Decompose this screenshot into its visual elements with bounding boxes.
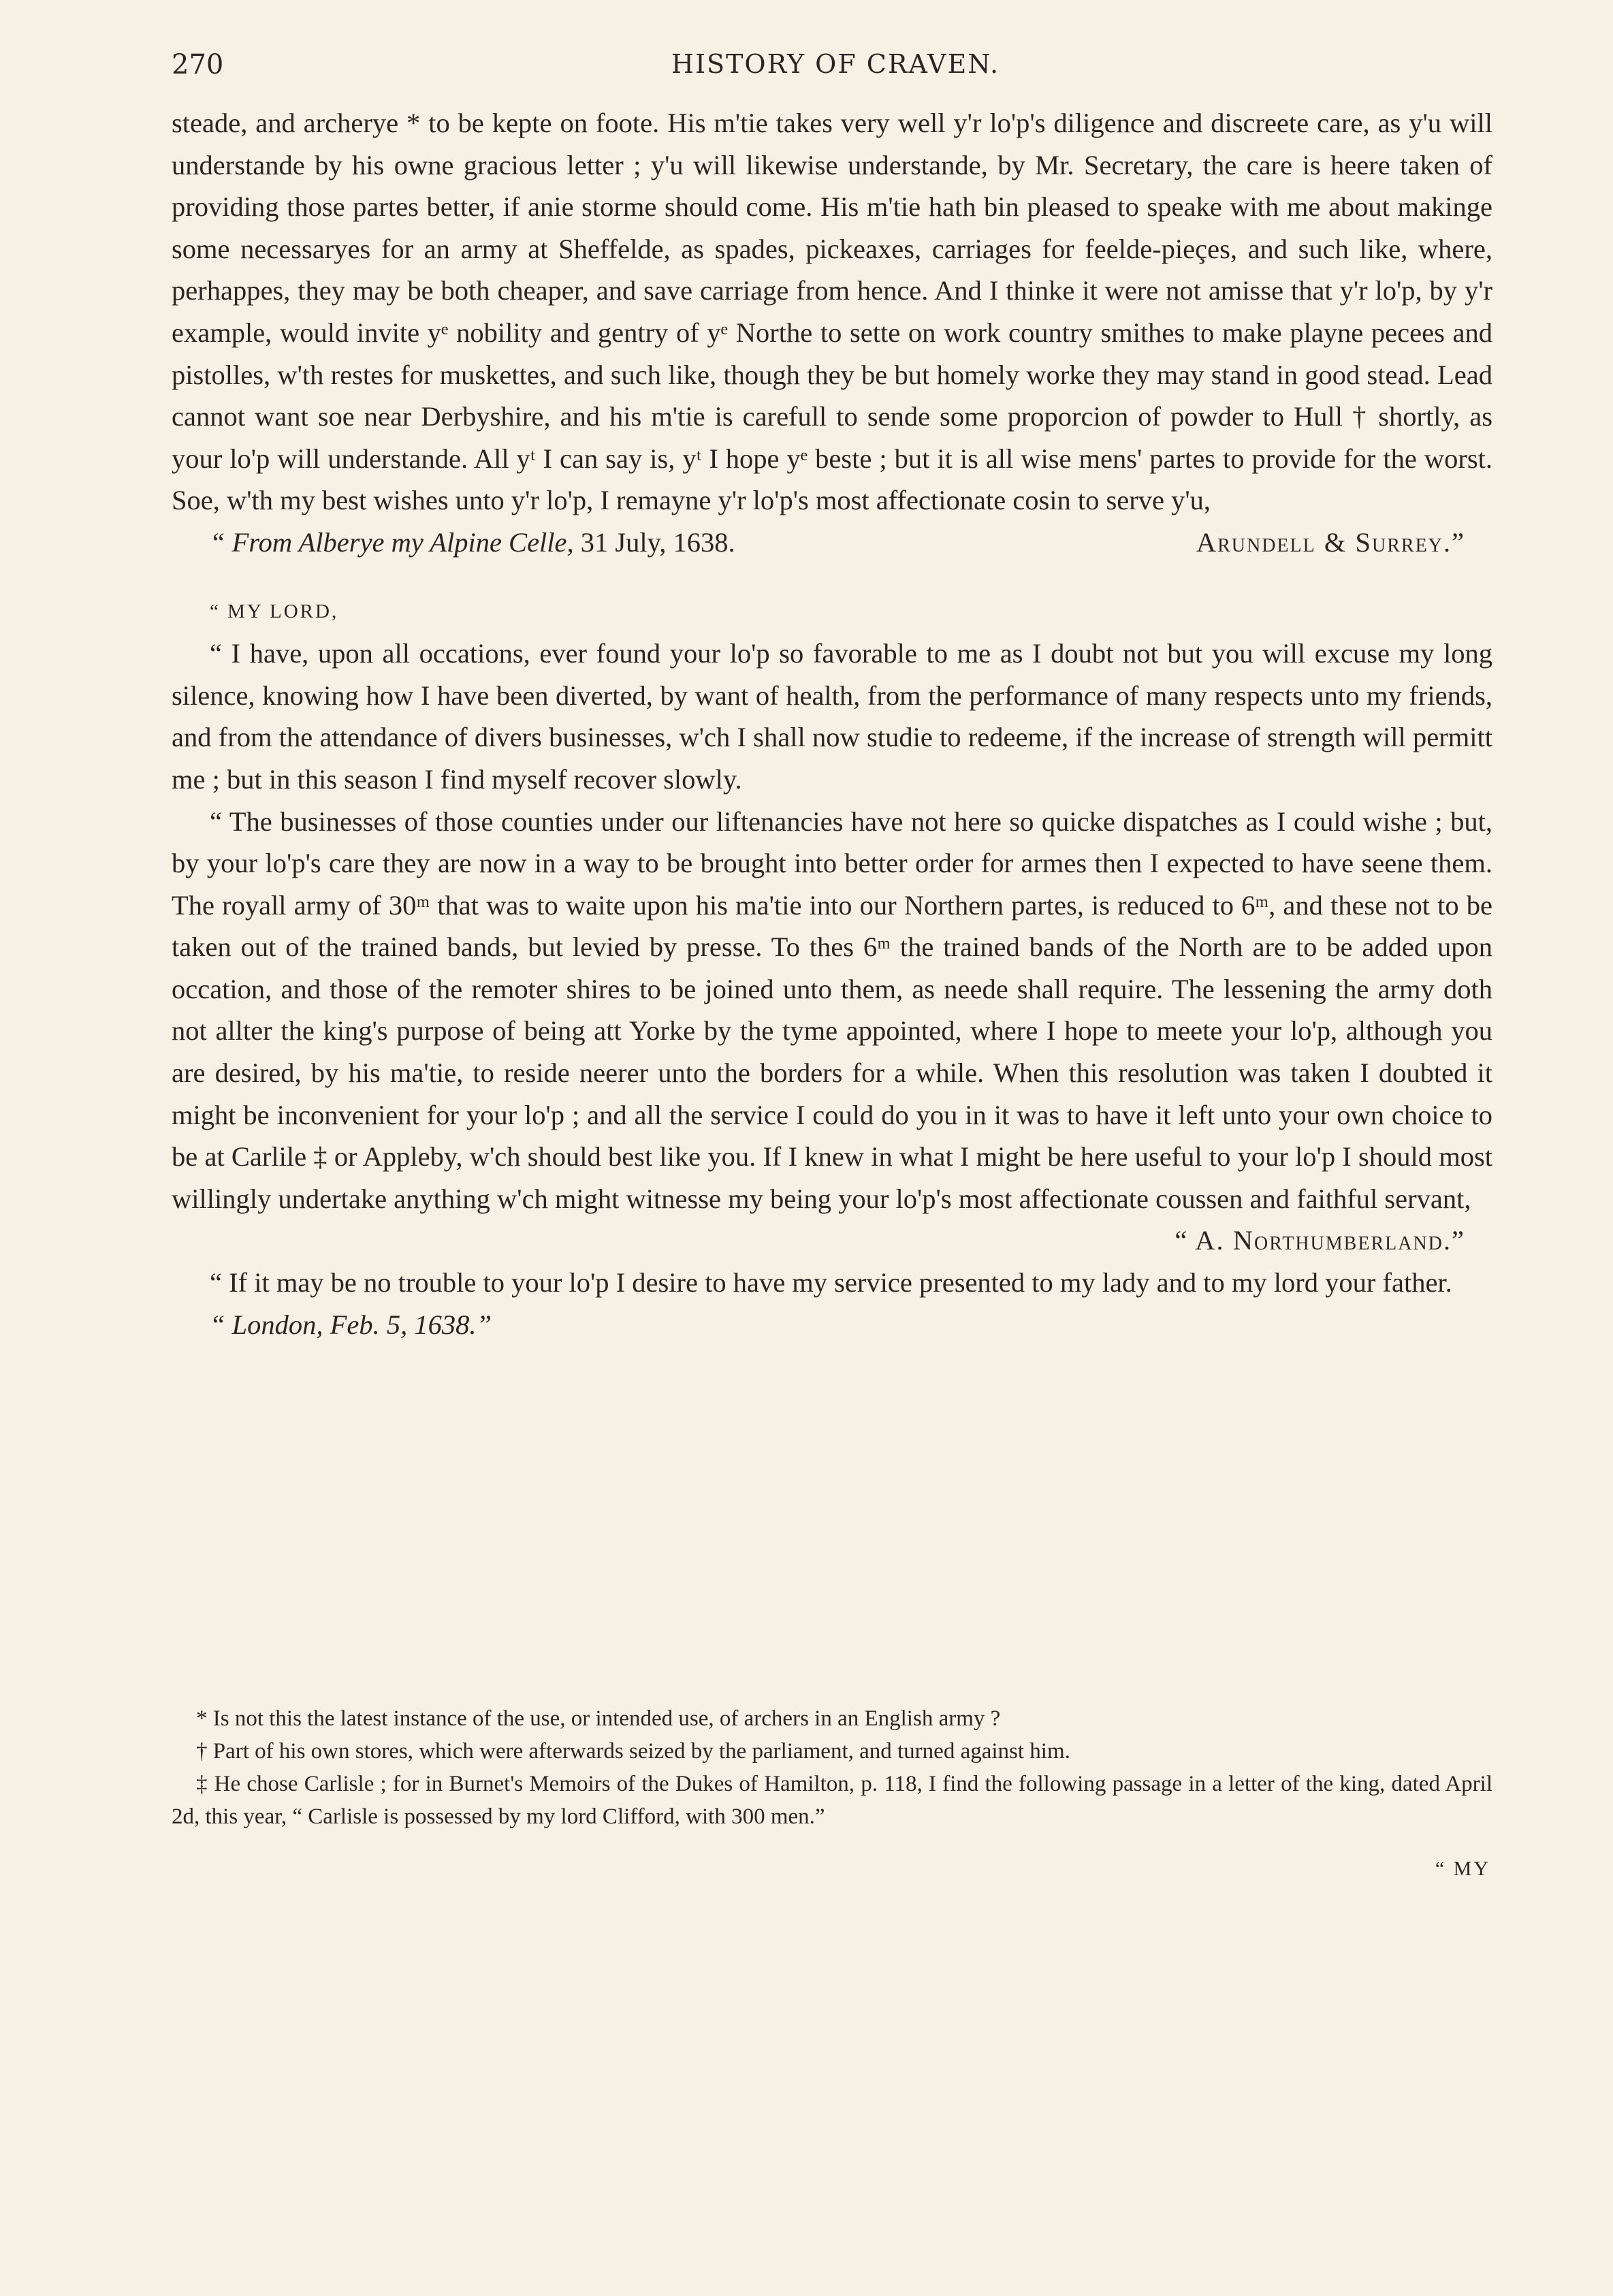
letter1-signature: Arundell & Surrey.” [1196,526,1465,558]
letter2-postscript: “ If it may be no trouble to your lo'p I desire to have my service presented to my lady and to my lord your father. [210,1267,1452,1298]
running-title: HISTORY OF CRAVEN. [671,49,1000,79]
letter2-dateline: “ London, Feb. 5, 1638.” [210,1309,492,1340]
page-header [172,49,1499,90]
letter2-paragraph-2: “ The businesses of those counties under our liftenancies have not here so quicke dispatches as I could wishe ; but, by your lo'p's care they are now in a way to be brought into better order for armes then I expected to have seene them. The royall army of 30ᵐ that was to waite upon his ma'tie into our Northern partes, is reduced to 6ᵐ, and these not to be taken out of the trained bands, but levied by presse. To thes 6ᵐ the trained bands of the North are to be added upon occation, and those of the remoter shires to be joined unto them, as neede shall require. The lessening the army doth not allter the king's purpose of being att Yorke by the tyme appointed, where I hope to meete your lo'p, although you are desired, by his ma'tie, to reside neerer unto the borders for a while. When this resolution was taken I doubted it might be inconvenient for your lo'p ; and all the service I could do you in it was to have it left unto your own choice to be at Carlile ‡ or Appleby, w'ch should best like you. If I knew in what I might be here useful to your lo'p I should most willingly undertake anything w'ch might witnesse my being your lo'p's most affectionate coussen and faithful servant, [172,806,1492,1214]
letter1-text: steade, and archerye * to be kepte on foote. His m'tie takes very well y'r lo'p's diligence and discreete care, as y'u will understande by his owne gracious letter ; y'u will likewise understande, by Mr. Secretary, the care is heere taken of providing those partes better, if anie storme should come. His m'tie hath bin pleased to speake with me about makinge some necessaryes for an army at Sheffelde, as spades, pickeaxes, carriages for feelde-pieçes, and such like, where, perhappes, they may be both cheaper, and save carriage from hence. And I thinke it were not amisse that y'r lo'p, by y'r example, would invite yᵉ nobility and gentry of yᵉ Northe to sette on work country smithes to make playne pecees and pistolles, w'th restes for muskettes, and such like, though they be but homely worke they may stand in good stead. Lead cannot want soe near Derbyshire, and his m'tie is carefull to sende some proporcion of powder to Hull † shortly, as your lo'p will understande. All yᵗ I can say is, yᵗ I hope yᵉ beste ; but it is all wise mens' partes to provide for the worst. Soe, w'th my best wishes unto y'r lo'p, I remayne y'r lo'p's most affectionate cosin to serve y'u, [172,108,1492,516]
letter1-dateline-place: “ From Alberye my Alpine Celle, [210,526,574,558]
footnote-2: † Part of his own stores, which were afterwards seized by the parliament, and turned against him. [196,1739,1070,1764]
letter2-signature: “ A. Northumberland.” [1175,1225,1465,1256]
footnote-3: ‡ He chose Carlisle ; for in Burnet's Memoirs of the Dukes of Hamilton, p. 118, I find the following passage in a letter of the king, dated April 2d, this year, “ Carlisle is possessed by my lord Clifford, with 300 men.” [172,1772,1492,1829]
page-body [172,102,1492,1345]
footnote-1: * Is not this the latest instance of the use, or intended use, of archers in an English army ? [196,1706,1001,1731]
page-number: 270 [172,49,224,80]
letter1-dateline [172,522,1492,564]
footnotes [172,1702,1492,1833]
letter2-paragraph-1: “ I have, upon all occations, ever found your lo'p so favorable to me as I doubt not but you will excuse my long silence, knowing how I have been diverted, by want of health, from the performance of many respects unto my friends, and from the attendance of divers businesses, w'ch I shall now studie to redeeme, if the increase of strength will permitt me ; but in this season I find myself recover slowly. [172,638,1492,795]
letter1-dateline-date: 31 July, 1638. [580,526,735,558]
letter2-salutation: “ MY LORD, [210,600,339,622]
catchword: “ MY [1435,1857,1490,1880]
